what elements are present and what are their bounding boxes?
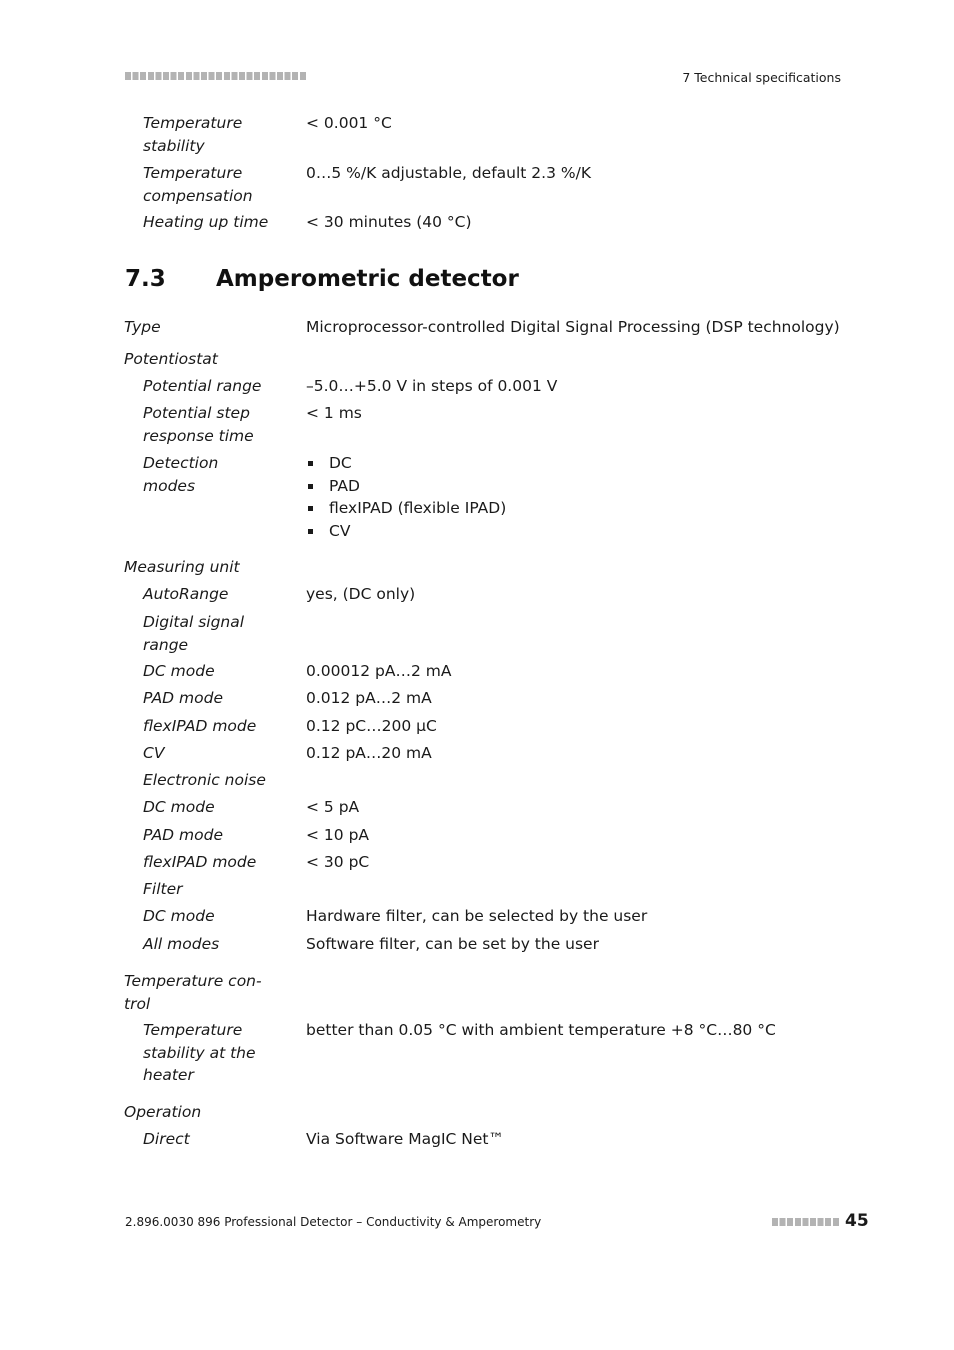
section-heading (125, 266, 519, 292)
subgroup-heading: Digital signal range (143, 613, 245, 654)
spec-label: Temperature stability at the heater (143, 1021, 256, 1084)
subgroup-heading: Electronic noise (143, 771, 266, 789)
bullet-icon (308, 506, 313, 511)
footer-document-title: 2.896.0030 896 Professional Detector – Conductivity & Amperometry (125, 1215, 542, 1229)
spec-value: < 30 minutes (40 °C) (306, 213, 472, 231)
spec-label: Direct (143, 1130, 190, 1148)
spec-label: DC mode (143, 907, 215, 925)
spec-label: Temperature compensation (143, 164, 253, 205)
spec-value: yes, (DC only) (306, 585, 416, 603)
bullet-icon (308, 461, 313, 466)
spec-label: CV (143, 744, 165, 762)
spec-label: Type (124, 318, 161, 336)
header-decoration (125, 72, 307, 80)
spec-label: Potential range (143, 377, 262, 395)
spec-label: Heating up time (143, 213, 269, 231)
spec-value: –5.0…+5.0 V in steps of 0.001 V (306, 377, 558, 395)
spec-label: flexIPAD mode (143, 717, 257, 735)
list-item: flexIPAD (flexible IPAD) (306, 497, 866, 520)
list-item: PAD (306, 475, 866, 498)
spec-value: Software filter, can be set by the user (306, 935, 599, 953)
spec-value: < 30 pC (306, 853, 370, 871)
chapter-title: 7 Technical specifications (682, 70, 841, 85)
spec-label: Detection modes (143, 454, 219, 495)
spec-value: 0…5 %/K adjustable, default 2.3 %/K (306, 164, 592, 182)
spec-value: 0.00012 pA…2 mA (306, 662, 452, 680)
spec-value: < 5 pA (306, 798, 360, 816)
spec-label: PAD mode (143, 689, 223, 707)
spec-label: All modes (143, 935, 220, 953)
footer-decoration (772, 1218, 840, 1226)
list-item: CV (306, 520, 866, 543)
page-number: 45 (845, 1211, 869, 1231)
detection-modes-list (306, 452, 866, 542)
section-title: Amperometric detector (216, 266, 519, 292)
spec-value: < 10 pA (306, 826, 370, 844)
group-heading: Temperature con- trol (124, 972, 262, 1013)
spec-label: AutoRange (143, 585, 229, 603)
spec-value: < 0.001 °C (306, 114, 392, 132)
spec-label: flexIPAD mode (143, 853, 257, 871)
subgroup-heading: Filter (143, 880, 183, 898)
bullet-icon (308, 484, 313, 489)
spec-label: DC mode (143, 798, 215, 816)
spec-label: PAD mode (143, 826, 223, 844)
section-number: 7.3 (125, 266, 166, 292)
spec-value: Hardware filter, can be selected by the user (306, 907, 648, 925)
spec-label: Potential step response time (143, 404, 254, 445)
spec-value: < 1 ms (306, 404, 362, 422)
group-heading: Measuring unit (124, 558, 240, 576)
spec-value: better than 0.05 °C with ambient temperature +8 °C…80 °C (306, 1021, 776, 1039)
group-heading: Operation (124, 1103, 202, 1121)
bullet-icon (308, 529, 313, 534)
spec-value: 0.012 pA…2 mA (306, 689, 432, 707)
group-heading: Potentiostat (124, 350, 218, 368)
spec-value: Via Software MagIC Net™ (306, 1130, 504, 1148)
spec-value: 0.12 pC…200 µC (306, 717, 437, 735)
spec-label: Temperature stability (143, 114, 243, 155)
spec-value: Microprocessor-controlled Digital Signal Processing (DSP technology) (306, 318, 840, 336)
spec-value: 0.12 pA…20 mA (306, 744, 432, 762)
spec-label: DC mode (143, 662, 215, 680)
list-item: DC (306, 452, 866, 475)
